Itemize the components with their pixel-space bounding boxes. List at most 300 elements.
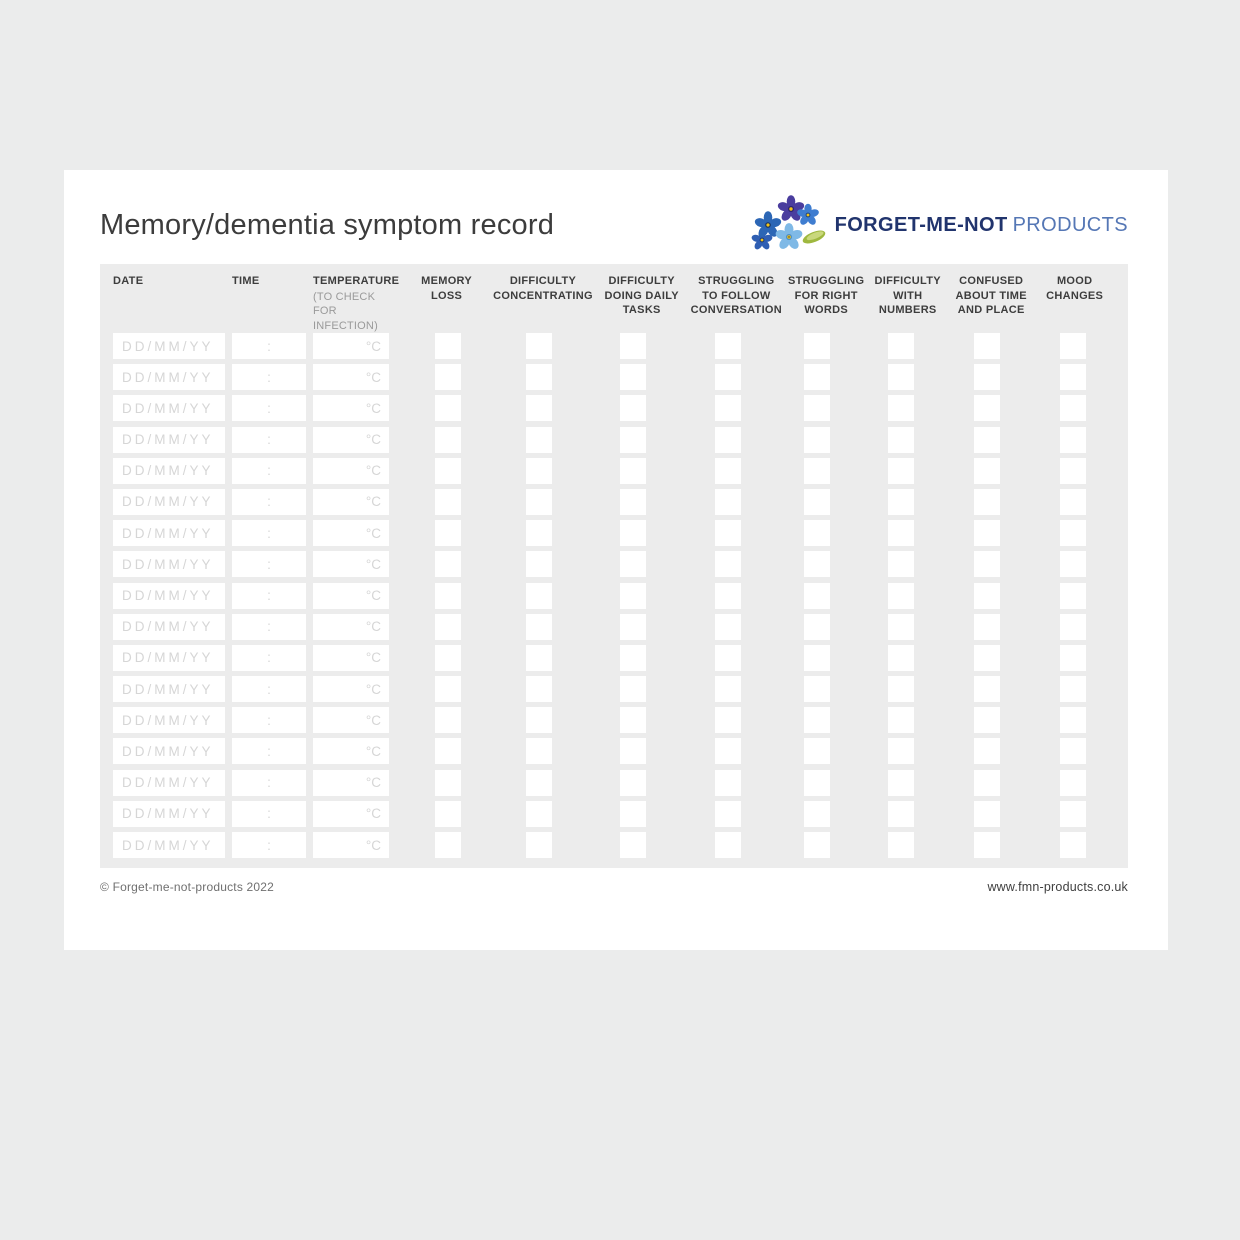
struggling-for-right-words-checkbox[interactable] bbox=[804, 520, 830, 546]
difficulty-with-numbers-checkbox[interactable] bbox=[888, 676, 914, 702]
struggling-for-right-words-checkbox[interactable] bbox=[804, 801, 830, 827]
confused-about-time-and-place-checkbox[interactable] bbox=[974, 738, 1000, 764]
date-input[interactable] bbox=[113, 676, 225, 702]
time-input[interactable] bbox=[232, 551, 306, 577]
mood-changes-cell bbox=[1032, 583, 1115, 609]
date-input[interactable] bbox=[113, 395, 225, 421]
struggling-for-right-words-cell bbox=[775, 427, 858, 453]
confused-about-time-and-place-checkbox[interactable] bbox=[974, 395, 1000, 421]
struggling-to-follow-conversation-cell bbox=[680, 395, 775, 421]
confused-about-time-and-place-checkbox[interactable] bbox=[974, 551, 1000, 577]
difficulty-with-numbers-cell bbox=[859, 427, 942, 453]
date-input[interactable] bbox=[113, 707, 225, 733]
temperature-input[interactable] bbox=[313, 427, 389, 453]
difficulty-concentrating-cell bbox=[493, 551, 585, 577]
struggling-to-follow-conversation-checkbox[interactable] bbox=[715, 676, 741, 702]
difficulty-concentrating-checkbox[interactable] bbox=[526, 583, 552, 609]
difficulty-concentrating-cell bbox=[493, 801, 585, 827]
struggling-for-right-words-cell bbox=[775, 614, 858, 640]
mood-changes-cell bbox=[1032, 458, 1115, 484]
difficulty-concentrating-checkbox[interactable] bbox=[526, 707, 552, 733]
column-header-struggling-to-follow-conversation bbox=[688, 274, 785, 318]
date-cell bbox=[113, 738, 232, 764]
mood-changes-cell bbox=[1032, 801, 1115, 827]
date-input[interactable] bbox=[113, 801, 225, 827]
difficulty-with-numbers-cell bbox=[859, 614, 942, 640]
time-input[interactable] bbox=[232, 676, 306, 702]
time-input[interactable] bbox=[232, 583, 306, 609]
difficulty-with-numbers-checkbox[interactable] bbox=[888, 770, 914, 796]
time-input[interactable] bbox=[232, 458, 306, 484]
memory-loss-checkbox[interactable] bbox=[435, 458, 461, 484]
date-input[interactable] bbox=[113, 333, 225, 359]
struggling-to-follow-conversation-cell bbox=[680, 770, 775, 796]
symptom-table bbox=[100, 264, 1128, 868]
difficulty-doing-daily-tasks-cell bbox=[585, 333, 680, 359]
struggling-for-right-words-checkbox[interactable] bbox=[804, 458, 830, 484]
difficulty-concentrating-checkbox[interactable] bbox=[526, 427, 552, 453]
mood-changes-checkbox[interactable] bbox=[1060, 551, 1086, 577]
mood-changes-checkbox[interactable] bbox=[1060, 832, 1086, 858]
mood-changes-checkbox[interactable] bbox=[1060, 676, 1086, 702]
memory-loss-checkbox[interactable] bbox=[435, 551, 461, 577]
time-input[interactable] bbox=[232, 333, 306, 359]
difficulty-with-numbers-cell bbox=[859, 583, 942, 609]
date-input[interactable] bbox=[113, 489, 225, 515]
difficulty-doing-daily-tasks-checkbox[interactable] bbox=[620, 707, 646, 733]
temperature-cell bbox=[313, 801, 403, 827]
mood-changes-cell bbox=[1032, 520, 1115, 546]
mood-changes-checkbox[interactable] bbox=[1060, 489, 1086, 515]
difficulty-with-numbers-cell bbox=[859, 738, 942, 764]
difficulty-with-numbers-checkbox[interactable] bbox=[888, 427, 914, 453]
confused-about-time-and-place-cell bbox=[942, 489, 1031, 515]
difficulty-concentrating-cell bbox=[493, 489, 585, 515]
difficulty-doing-daily-tasks-cell bbox=[585, 583, 680, 609]
date-input[interactable] bbox=[113, 364, 225, 390]
memory-loss-checkbox[interactable] bbox=[435, 333, 461, 359]
date-input[interactable] bbox=[113, 583, 225, 609]
temperature-cell bbox=[313, 427, 403, 453]
column-header-label: DIFFICULTY WITH NUMBERS bbox=[874, 275, 941, 316]
struggling-for-right-words-cell bbox=[775, 801, 858, 827]
temperature-input[interactable] bbox=[313, 458, 389, 484]
struggling-for-right-words-checkbox[interactable] bbox=[804, 395, 830, 421]
difficulty-doing-daily-tasks-checkbox[interactable] bbox=[620, 551, 646, 577]
difficulty-concentrating-checkbox[interactable] bbox=[526, 738, 552, 764]
difficulty-with-numbers-cell bbox=[859, 364, 942, 390]
mood-changes-checkbox[interactable] bbox=[1060, 364, 1086, 390]
temperature-cell bbox=[313, 645, 403, 671]
temperature-cell bbox=[313, 770, 403, 796]
difficulty-with-numbers-checkbox[interactable] bbox=[888, 551, 914, 577]
mood-changes-checkbox[interactable] bbox=[1060, 520, 1086, 546]
struggling-to-follow-conversation-cell bbox=[680, 583, 775, 609]
difficulty-doing-daily-tasks-checkbox[interactable] bbox=[620, 489, 646, 515]
mood-changes-cell bbox=[1032, 738, 1115, 764]
struggling-to-follow-conversation-checkbox[interactable] bbox=[715, 458, 741, 484]
table-row bbox=[113, 333, 1115, 359]
difficulty-doing-daily-tasks-cell bbox=[585, 551, 680, 577]
difficulty-with-numbers-checkbox[interactable] bbox=[888, 395, 914, 421]
table-row bbox=[113, 801, 1115, 827]
struggling-to-follow-conversation-checkbox[interactable] bbox=[715, 551, 741, 577]
confused-about-time-and-place-cell bbox=[942, 676, 1031, 702]
table-row bbox=[113, 364, 1115, 390]
temperature-cell bbox=[313, 333, 403, 359]
difficulty-doing-daily-tasks-checkbox[interactable] bbox=[620, 645, 646, 671]
confused-about-time-and-place-checkbox[interactable] bbox=[974, 583, 1000, 609]
difficulty-doing-daily-tasks-checkbox[interactable] bbox=[620, 364, 646, 390]
confused-about-time-and-place-checkbox[interactable] bbox=[974, 770, 1000, 796]
struggling-to-follow-conversation-checkbox[interactable] bbox=[715, 707, 741, 733]
memory-loss-checkbox[interactable] bbox=[435, 738, 461, 764]
confused-about-time-and-place-cell bbox=[942, 645, 1031, 671]
temperature-cell bbox=[313, 489, 403, 515]
memory-loss-checkbox[interactable] bbox=[435, 801, 461, 827]
struggling-for-right-words-checkbox[interactable] bbox=[804, 364, 830, 390]
date-input[interactable] bbox=[113, 614, 225, 640]
time-cell bbox=[232, 458, 313, 484]
time-cell bbox=[232, 614, 313, 640]
column-header-mood-changes bbox=[1034, 274, 1115, 303]
mood-changes-cell bbox=[1032, 770, 1115, 796]
struggling-for-right-words-checkbox[interactable] bbox=[804, 489, 830, 515]
struggling-for-right-words-checkbox[interactable] bbox=[804, 770, 830, 796]
mood-changes-checkbox[interactable] bbox=[1060, 583, 1086, 609]
struggling-to-follow-conversation-checkbox[interactable] bbox=[715, 801, 741, 827]
difficulty-with-numbers-checkbox[interactable] bbox=[888, 583, 914, 609]
memory-loss-cell bbox=[403, 645, 493, 671]
struggling-to-follow-conversation-checkbox[interactable] bbox=[715, 770, 741, 796]
difficulty-doing-daily-tasks-cell bbox=[585, 614, 680, 640]
mood-changes-checkbox[interactable] bbox=[1060, 395, 1086, 421]
temperature-cell bbox=[313, 395, 403, 421]
difficulty-doing-daily-tasks-checkbox[interactable] bbox=[620, 614, 646, 640]
struggling-for-right-words-cell bbox=[775, 520, 858, 546]
temperature-input[interactable] bbox=[313, 770, 389, 796]
date-input[interactable] bbox=[113, 427, 225, 453]
time-cell bbox=[232, 676, 313, 702]
table-row bbox=[113, 770, 1115, 796]
confused-about-time-and-place-cell bbox=[942, 333, 1031, 359]
temperature-input[interactable] bbox=[313, 614, 389, 640]
struggling-to-follow-conversation-checkbox[interactable] bbox=[715, 832, 741, 858]
difficulty-doing-daily-tasks-cell bbox=[585, 738, 680, 764]
struggling-to-follow-conversation-checkbox[interactable] bbox=[715, 333, 741, 359]
difficulty-concentrating-checkbox[interactable] bbox=[526, 458, 552, 484]
difficulty-concentrating-checkbox[interactable] bbox=[526, 395, 552, 421]
struggling-for-right-words-cell bbox=[775, 738, 858, 764]
struggling-for-right-words-checkbox[interactable] bbox=[804, 333, 830, 359]
difficulty-with-numbers-checkbox[interactable] bbox=[888, 614, 914, 640]
temperature-input[interactable] bbox=[313, 395, 389, 421]
difficulty-with-numbers-checkbox[interactable] bbox=[888, 707, 914, 733]
difficulty-with-numbers-checkbox[interactable] bbox=[888, 832, 914, 858]
struggling-to-follow-conversation-checkbox[interactable] bbox=[715, 427, 741, 453]
table-row bbox=[113, 520, 1115, 546]
mood-changes-checkbox[interactable] bbox=[1060, 614, 1086, 640]
date-cell bbox=[113, 707, 232, 733]
date-input[interactable] bbox=[113, 551, 225, 577]
difficulty-doing-daily-tasks-cell bbox=[585, 395, 680, 421]
struggling-for-right-words-cell bbox=[775, 832, 858, 858]
date-input[interactable] bbox=[113, 645, 225, 671]
confused-about-time-and-place-checkbox[interactable] bbox=[974, 707, 1000, 733]
difficulty-with-numbers-checkbox[interactable] bbox=[888, 738, 914, 764]
column-header-time bbox=[232, 274, 313, 289]
date-input[interactable] bbox=[113, 738, 225, 764]
temperature-input[interactable] bbox=[313, 520, 389, 546]
temperature-input[interactable] bbox=[313, 489, 389, 515]
time-cell bbox=[232, 832, 313, 858]
date-input[interactable] bbox=[113, 832, 225, 858]
struggling-for-right-words-cell bbox=[775, 489, 858, 515]
confused-about-time-and-place-cell bbox=[942, 770, 1031, 796]
memory-loss-checkbox[interactable] bbox=[435, 427, 461, 453]
memory-loss-checkbox[interactable] bbox=[435, 583, 461, 609]
memory-loss-checkbox[interactable] bbox=[435, 614, 461, 640]
memory-loss-cell bbox=[403, 395, 493, 421]
time-cell bbox=[232, 427, 313, 453]
difficulty-doing-daily-tasks-checkbox[interactable] bbox=[620, 676, 646, 702]
mood-changes-checkbox[interactable] bbox=[1060, 645, 1086, 671]
memory-loss-checkbox[interactable] bbox=[435, 645, 461, 671]
difficulty-concentrating-cell bbox=[493, 832, 585, 858]
struggling-for-right-words-checkbox[interactable] bbox=[804, 676, 830, 702]
temperature-input[interactable] bbox=[313, 583, 389, 609]
mood-changes-checkbox[interactable] bbox=[1060, 458, 1086, 484]
confused-about-time-and-place-checkbox[interactable] bbox=[974, 458, 1000, 484]
date-cell bbox=[113, 520, 232, 546]
mood-changes-cell bbox=[1032, 614, 1115, 640]
time-cell bbox=[232, 364, 313, 390]
struggling-for-right-words-checkbox[interactable] bbox=[804, 707, 830, 733]
difficulty-concentrating-checkbox[interactable] bbox=[526, 614, 552, 640]
difficulty-doing-daily-tasks-checkbox[interactable] bbox=[620, 333, 646, 359]
difficulty-doing-daily-tasks-checkbox[interactable] bbox=[620, 520, 646, 546]
confused-about-time-and-place-checkbox[interactable] bbox=[974, 489, 1000, 515]
confused-about-time-and-place-checkbox[interactable] bbox=[974, 832, 1000, 858]
difficulty-with-numbers-checkbox[interactable] bbox=[888, 645, 914, 671]
memory-loss-cell bbox=[403, 614, 493, 640]
temperature-cell bbox=[313, 551, 403, 577]
struggling-for-right-words-cell bbox=[775, 333, 858, 359]
confused-about-time-and-place-checkbox[interactable] bbox=[974, 364, 1000, 390]
temperature-cell bbox=[313, 832, 403, 858]
difficulty-concentrating-checkbox[interactable] bbox=[526, 364, 552, 390]
table-row bbox=[113, 583, 1115, 609]
time-input[interactable] bbox=[232, 645, 306, 671]
struggling-for-right-words-checkbox[interactable] bbox=[804, 645, 830, 671]
temperature-input[interactable] bbox=[313, 801, 389, 827]
sheet-header bbox=[100, 194, 1128, 256]
confused-about-time-and-place-checkbox[interactable] bbox=[974, 333, 1000, 359]
difficulty-doing-daily-tasks-checkbox[interactable] bbox=[620, 395, 646, 421]
time-cell bbox=[232, 395, 313, 421]
struggling-to-follow-conversation-checkbox[interactable] bbox=[715, 520, 741, 546]
difficulty-doing-daily-tasks-checkbox[interactable] bbox=[620, 583, 646, 609]
difficulty-concentrating-checkbox[interactable] bbox=[526, 551, 552, 577]
column-header-label: STRUGGLING TO FOLLOW CONVERSATION bbox=[690, 275, 783, 316]
confused-about-time-and-place-checkbox[interactable] bbox=[974, 520, 1000, 546]
struggling-for-right-words-cell bbox=[775, 458, 858, 484]
column-header-memory-loss bbox=[403, 274, 490, 303]
temperature-input[interactable] bbox=[313, 551, 389, 577]
struggling-for-right-words-checkbox[interactable] bbox=[804, 832, 830, 858]
memory-loss-checkbox[interactable] bbox=[435, 832, 461, 858]
memory-loss-cell bbox=[403, 364, 493, 390]
time-input[interactable] bbox=[232, 395, 306, 421]
column-header-label: MEMORY LOSS bbox=[421, 275, 473, 302]
temperature-input[interactable] bbox=[313, 364, 389, 390]
struggling-to-follow-conversation-checkbox[interactable] bbox=[715, 364, 741, 390]
struggling-for-right-words-checkbox[interactable] bbox=[804, 427, 830, 453]
difficulty-doing-daily-tasks-checkbox[interactable] bbox=[620, 770, 646, 796]
confused-about-time-and-place-checkbox[interactable] bbox=[974, 801, 1000, 827]
difficulty-concentrating-checkbox[interactable] bbox=[526, 333, 552, 359]
difficulty-concentrating-cell bbox=[493, 614, 585, 640]
time-input[interactable] bbox=[232, 614, 306, 640]
temperature-input[interactable] bbox=[313, 645, 389, 671]
date-input[interactable] bbox=[113, 520, 225, 546]
difficulty-concentrating-checkbox[interactable] bbox=[526, 645, 552, 671]
memory-loss-checkbox[interactable] bbox=[435, 489, 461, 515]
difficulty-concentrating-checkbox[interactable] bbox=[526, 801, 552, 827]
time-input[interactable] bbox=[232, 364, 306, 390]
mood-changes-checkbox[interactable] bbox=[1060, 770, 1086, 796]
memory-loss-cell bbox=[403, 770, 493, 796]
difficulty-concentrating-checkbox[interactable] bbox=[526, 832, 552, 858]
struggling-to-follow-conversation-checkbox[interactable] bbox=[715, 614, 741, 640]
difficulty-with-numbers-checkbox[interactable] bbox=[888, 801, 914, 827]
difficulty-with-numbers-cell bbox=[859, 801, 942, 827]
struggling-to-follow-conversation-checkbox[interactable] bbox=[715, 395, 741, 421]
brand-name bbox=[835, 214, 1128, 237]
difficulty-concentrating-cell bbox=[493, 395, 585, 421]
struggling-to-follow-conversation-checkbox[interactable] bbox=[715, 645, 741, 671]
confused-about-time-and-place-checkbox[interactable] bbox=[974, 645, 1000, 671]
struggling-for-right-words-checkbox[interactable] bbox=[804, 614, 830, 640]
struggling-for-right-words-cell bbox=[775, 770, 858, 796]
column-header-label: TIME bbox=[232, 275, 260, 287]
memory-loss-checkbox[interactable] bbox=[435, 395, 461, 421]
mood-changes-cell bbox=[1032, 676, 1115, 702]
difficulty-concentrating-checkbox[interactable] bbox=[526, 520, 552, 546]
difficulty-doing-daily-tasks-cell bbox=[585, 770, 680, 796]
temperature-input[interactable] bbox=[313, 333, 389, 359]
time-input[interactable] bbox=[232, 738, 306, 764]
difficulty-concentrating-checkbox[interactable] bbox=[526, 676, 552, 702]
date-input[interactable] bbox=[113, 458, 225, 484]
temperature-input[interactable] bbox=[313, 832, 389, 858]
struggling-to-follow-conversation-checkbox[interactable] bbox=[715, 583, 741, 609]
difficulty-doing-daily-tasks-checkbox[interactable] bbox=[620, 801, 646, 827]
difficulty-with-numbers-cell bbox=[859, 676, 942, 702]
time-input[interactable] bbox=[232, 489, 306, 515]
struggling-to-follow-conversation-checkbox[interactable] bbox=[715, 738, 741, 764]
time-cell bbox=[232, 645, 313, 671]
struggling-for-right-words-checkbox[interactable] bbox=[804, 583, 830, 609]
memory-loss-checkbox[interactable] bbox=[435, 770, 461, 796]
memory-loss-checkbox[interactable] bbox=[435, 520, 461, 546]
temperature-input[interactable] bbox=[313, 738, 389, 764]
difficulty-concentrating-checkbox[interactable] bbox=[526, 770, 552, 796]
memory-loss-checkbox[interactable] bbox=[435, 364, 461, 390]
difficulty-concentrating-checkbox[interactable] bbox=[526, 489, 552, 515]
difficulty-with-numbers-cell bbox=[859, 832, 942, 858]
mood-changes-checkbox[interactable] bbox=[1060, 707, 1086, 733]
confused-about-time-and-place-checkbox[interactable] bbox=[974, 676, 1000, 702]
difficulty-with-numbers-checkbox[interactable] bbox=[888, 364, 914, 390]
difficulty-with-numbers-cell bbox=[859, 520, 942, 546]
time-input[interactable] bbox=[232, 770, 306, 796]
confused-about-time-and-place-checkbox[interactable] bbox=[974, 614, 1000, 640]
mood-changes-cell bbox=[1032, 645, 1115, 671]
confused-about-time-and-place-cell bbox=[942, 395, 1031, 421]
date-input[interactable] bbox=[113, 770, 225, 796]
difficulty-with-numbers-checkbox[interactable] bbox=[888, 458, 914, 484]
time-cell bbox=[232, 801, 313, 827]
temperature-cell bbox=[313, 738, 403, 764]
mood-changes-checkbox[interactable] bbox=[1060, 333, 1086, 359]
difficulty-doing-daily-tasks-checkbox[interactable] bbox=[620, 738, 646, 764]
difficulty-with-numbers-checkbox[interactable] bbox=[888, 333, 914, 359]
column-header-temperature bbox=[313, 274, 403, 333]
difficulty-doing-daily-tasks-checkbox[interactable] bbox=[620, 832, 646, 858]
struggling-to-follow-conversation-cell bbox=[680, 520, 775, 546]
time-input[interactable] bbox=[232, 707, 306, 733]
memory-loss-cell bbox=[403, 707, 493, 733]
time-input[interactable] bbox=[232, 801, 306, 827]
mood-changes-checkbox[interactable] bbox=[1060, 738, 1086, 764]
struggling-for-right-words-checkbox[interactable] bbox=[804, 551, 830, 577]
table-row bbox=[113, 395, 1115, 421]
date-cell bbox=[113, 551, 232, 577]
struggling-to-follow-conversation-checkbox[interactable] bbox=[715, 489, 741, 515]
table-body bbox=[113, 333, 1115, 858]
time-cell bbox=[232, 489, 313, 515]
memory-loss-checkbox[interactable] bbox=[435, 676, 461, 702]
struggling-to-follow-conversation-cell bbox=[680, 832, 775, 858]
mood-changes-checkbox[interactable] bbox=[1060, 801, 1086, 827]
brand-logo bbox=[751, 195, 1128, 255]
mood-changes-cell bbox=[1032, 364, 1115, 390]
time-input[interactable] bbox=[232, 520, 306, 546]
difficulty-doing-daily-tasks-checkbox[interactable] bbox=[620, 427, 646, 453]
difficulty-with-numbers-checkbox[interactable] bbox=[888, 520, 914, 546]
table-row bbox=[113, 427, 1115, 453]
difficulty-with-numbers-checkbox[interactable] bbox=[888, 489, 914, 515]
temperature-cell bbox=[313, 614, 403, 640]
confused-about-time-and-place-cell bbox=[942, 707, 1031, 733]
confused-about-time-and-place-cell bbox=[942, 427, 1031, 453]
time-cell bbox=[232, 583, 313, 609]
difficulty-concentrating-cell bbox=[493, 364, 585, 390]
confused-about-time-and-place-checkbox[interactable] bbox=[974, 427, 1000, 453]
time-input[interactable] bbox=[232, 832, 306, 858]
time-input[interactable] bbox=[232, 427, 306, 453]
mood-changes-checkbox[interactable] bbox=[1060, 427, 1086, 453]
memory-loss-checkbox[interactable] bbox=[435, 707, 461, 733]
temperature-input[interactable] bbox=[313, 707, 389, 733]
column-header-confused-about-time-and-place bbox=[948, 274, 1034, 318]
time-cell bbox=[232, 738, 313, 764]
confused-about-time-and-place-cell bbox=[942, 520, 1031, 546]
temperature-input[interactable] bbox=[313, 676, 389, 702]
struggling-for-right-words-checkbox[interactable] bbox=[804, 738, 830, 764]
difficulty-doing-daily-tasks-checkbox[interactable] bbox=[620, 458, 646, 484]
